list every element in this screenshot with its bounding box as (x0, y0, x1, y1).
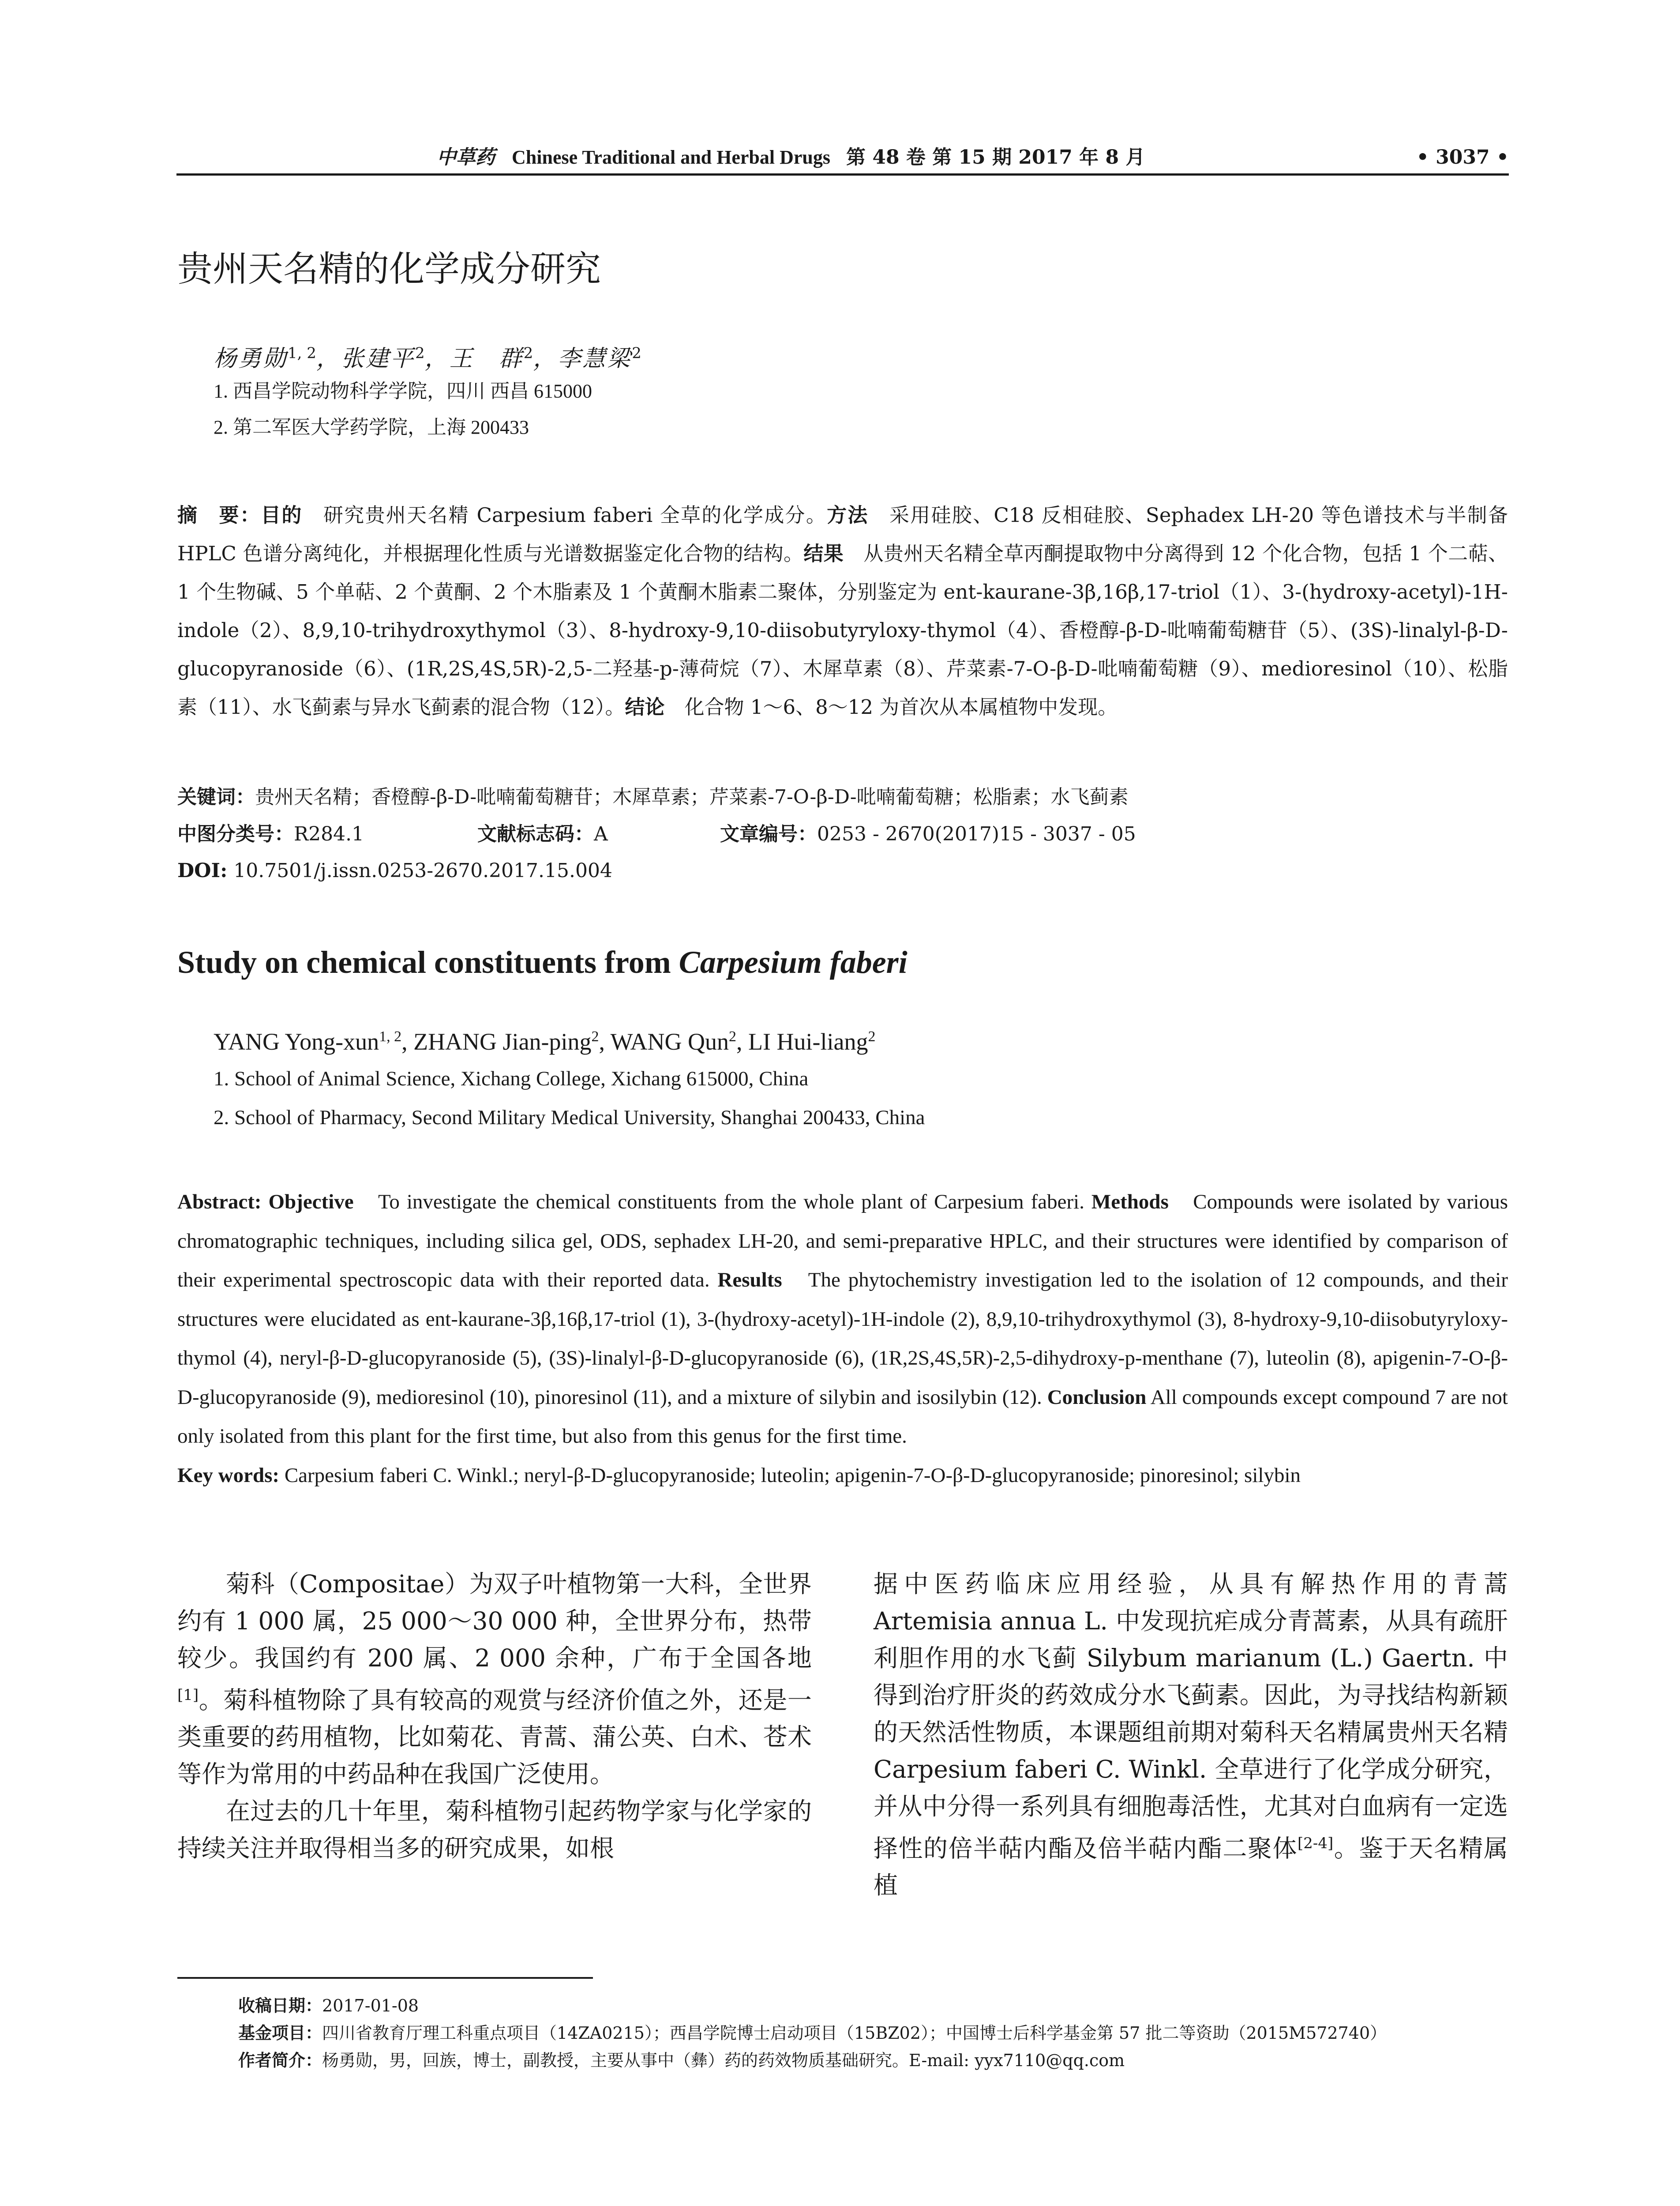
abstract-en-label: Abstract: Objective (177, 1190, 354, 1213)
issue-info: 第 48 卷 第 15 期 2017 年 8 月 (846, 146, 1145, 169)
journal-info (437, 142, 1145, 173)
doi-label: DOI: (177, 859, 228, 882)
citation-ref: [1] (177, 1686, 199, 1704)
method-text: 采用硅胶、C18 反相硅胶、Sephadex LH-20 等色谱技术与半制备 HPLC 色谱分离纯化，并根据理化性质与光谱数据鉴定化合物的结构。 (177, 503, 1508, 565)
title-en (177, 944, 908, 981)
methods-en: Compounds were isolated by various chromatographic techniques, including silica gel, ODS, sephadex LH-20, and semi-preparative HPLC, and their structures were identified by comparison of their experimental spectroscopic data with their reported data. (177, 1190, 1508, 1291)
conclusion-label: 结论 (625, 695, 665, 719)
keywords-cn (177, 782, 1129, 813)
page-number: • 3037 • (1416, 146, 1509, 169)
doc-code-label: 文献标志码： (477, 823, 594, 845)
body-text: 。鉴于天名精属植 (874, 1834, 1508, 1900)
affiliation-en-2: 2. School of Pharmacy, Second Military Medical University, Shanghai 200433, China (214, 1106, 925, 1129)
body-text: 菊科（Compositae）为双子叶植物第一大科，全世界约有 1 000 属，25 000～30 000 种，全世界分布，热带较少。我国约有 200 属、2 000 余种，广布于全国各地 (177, 1570, 812, 1672)
authors-cn: 杨勇勋$^{1, 2}$，张建平$^2$，王 群$^2$，李慧梁$^2$ (214, 344, 641, 372)
affiliation-en-1: 1. School of Animal Science, Xichang College, Xichang 615000, China (214, 1067, 809, 1090)
conclusion-text: 化合物 1～6、8～12 为首次从本属植物中发现。 (664, 695, 1118, 719)
journal-name-en: Chinese Traditional and Herbal Drugs (512, 146, 831, 168)
objective-en: To investigate the chemical constituents from the whole plant of Carpesium faberi. (353, 1190, 1091, 1213)
author-name: 杨勇勋 (214, 345, 288, 372)
body-text: 据中医药临床应用经验，从具有解热作用的青蒿 Artemisia annua L. 中发现抗疟成分青蒿素，从具有疏肝利胆作用的水飞蓟 Silybum marianum (L.) Gaertn. 中得到治疗肝炎的药效成分水飞蓟素。因此，为寻找结构新颖的天然活性物质，本课题组前期对菊科天名精属贵州天名精 Carpesium faberi C. Winkl. 全草进行了化学成分研究，并从中分得一系列具有细胞毒活性，尤其对白血病有一定选择性的倍半萜内酯及倍半萜内酯二聚体 (874, 1570, 1508, 1863)
abstract-label: 摘 要： (177, 503, 261, 527)
author-bio-value: 杨勇勋，男，回族，博士，副教授，主要从事中（彝）药的药效物质基础研究。E-mail: yyx7110@qq.com (322, 2051, 1125, 2070)
authors-en: YANG Yong-xun$^{1, 2}$, ZHANG Jian-ping$^2$, WANG Qun$^2$, LI Hui-liang$^2$ (214, 1028, 876, 1055)
objective-label: 目的 (261, 503, 303, 527)
author-affil-mark: 2 (591, 1028, 599, 1045)
affiliation-cn-2: 2. 第二军医大学药学院，上海 200433 (214, 416, 529, 438)
author-name: 张建平 (341, 345, 415, 372)
journal-name-cn: 中草药 (437, 146, 495, 169)
abstract-en (177, 1182, 1508, 1495)
author-name: ZHANG Jian-ping (413, 1028, 592, 1055)
body-text: 。菊科植物除了具有较高的观赏与经济价值之外，还是一类重要的药用植物，比如菊花、青蒿、蒲公英、白术、苍术等作为常用的中药品种在我国广泛使用。 (177, 1686, 812, 1789)
abstract-cn (177, 496, 1508, 726)
author-name: LI Hui-liang (748, 1028, 868, 1055)
footnote-divider (177, 1977, 593, 1979)
fund-value: 四川省教育厅理工科重点项目（14ZA0215）；西昌学院博士启动项目（15BZ02）；中国博士后科学基金第 57 批二等资助（2015M572740） (322, 2023, 1387, 2043)
title-en-plain: Study on chemical constituents from (177, 945, 679, 980)
methods-en-label: Methods (1091, 1190, 1169, 1213)
author-name: WANG Qun (610, 1028, 729, 1055)
citation-ref: [2-4] (1298, 1835, 1334, 1852)
author-bio (238, 2047, 1509, 2074)
author-affil-mark: 1, 2 (288, 344, 316, 362)
author-affil-mark: 2 (523, 344, 533, 362)
doc-code-value: A (594, 823, 608, 845)
conclusion-en-label: Conclusion (1047, 1385, 1147, 1409)
keywords-en-label: Key words: (177, 1463, 280, 1487)
body-column-left (177, 1565, 812, 1867)
result-label: 结果 (803, 542, 844, 565)
body-paragraph (874, 1565, 1508, 1904)
author-affil-mark: 1, 2 (379, 1028, 402, 1045)
affiliation-cn-1: 1. 西昌学院动物科学学院，四川 西昌 615000 (214, 380, 592, 402)
results-en: The phytochemistry investigation led to the isolation of 12 compounds, and their structures were elucidated as ent-kaurane-3β,16β,17-triol (1), 3-(hydroxy-acetyl)-1H-indole (2), 8,9,10-trihydroxythymol (3), 8-hydroxy-9,10-diisobutyryloxy-thymol (4), neryl-β-D-glucopyranoside (5), (3S)-linalyl-β-D-glucopyranoside (6), (1R,2S,4S,5R)-2,5-dihydroxy-p-menthane (7), luteolin (8), apigenin-7-O-β-D-glucopyranoside (9), medioresinol (10), pinoresinol (11), and a mixture of silybin and isosilybin (12). (177, 1268, 1508, 1409)
author-affil-mark: 2 (868, 1028, 876, 1045)
objective-text: 研究贵州天名精 Carpesium faberi 全草的化学成分。 (302, 503, 827, 527)
author-name: 李慧梁 (558, 345, 632, 372)
received-value: 2017-01-08 (322, 1996, 419, 2015)
author-affil-mark: 2 (415, 344, 425, 362)
author-affil-mark: 2 (632, 344, 641, 362)
title-cn: 贵州天名精的化学成分研究 (177, 248, 601, 289)
doi-value: 10.7501/j.issn.0253-2670.2017.15.004 (227, 859, 612, 882)
body-paragraph (177, 1565, 812, 1793)
keywords-label: 关键词： (177, 786, 255, 808)
method-label: 方法 (827, 503, 869, 527)
received-label: 收稿日期： (238, 1996, 322, 2015)
received-date (238, 1992, 1509, 2019)
clc-value: R284.1 (294, 823, 364, 845)
doi-line (177, 855, 612, 886)
result-text: 从贵州天名精全草丙酮提取物中分离得到 12 个化合物，包括 1 个二萜、1 个生物碱、5 个单萜、2 个黄酮、2 个木脂素及 1 个黄酮木脂素二聚体，分别鉴定为 ent-kaurane-3β,16β,17-triol（1）、3-(hydroxy-acetyl)-1H-indole（2）、8,9,10-trihydroxythymol（3）、8-hydroxy-9,10-diisobutyryloxy-thymol（4）、香橙醇-β-D-吡喃葡萄糖苷（5）、(3S)-linalyl-β-D-glucopyranoside（6）、(1R,2S,4S,5R)-2,5-二羟基-p-薄荷烷（7）、木犀草素（8）、芹菜素-7-O-β-D-吡喃葡萄糖（9）、medioresinol（10）、松脂素（11）、水飞蓟素与异水飞蓟素的混合物（12）。 (177, 542, 1508, 719)
keywords-text: 贵州天名精；香橙醇-β-D-吡喃葡萄糖苷；木犀草素；芹菜素-7-O-β-D-吡喃葡萄糖；松脂素；水飞蓟素 (255, 786, 1129, 808)
body-column-right (874, 1565, 1508, 1904)
body-paragraph: 在过去的几十年里，菊科植物引起药物学家与化学家的持续关注并取得相当多的研究成果，如根 (177, 1797, 812, 1863)
keywords-en: Carpesium faberi C. Winkl.; neryl-β-D-glucopyranoside; luteolin; apigenin-7-O-β-D-glucopyranoside; pinoresinol; silybin (279, 1463, 1301, 1487)
article-no-label: 文章编号： (720, 823, 817, 845)
author-name: 王 群 (449, 345, 524, 372)
author-bio-label: 作者简介： (238, 2051, 322, 2070)
results-en-label: Results (717, 1268, 782, 1291)
footnotes (238, 1992, 1509, 2074)
title-en-italic: Carpesium faberi (679, 945, 908, 980)
fund-label: 基金项目： (238, 2023, 322, 2043)
article-no-value: 0253 - 2670(2017)15 - 3037 - 05 (817, 823, 1136, 845)
author-affil-mark: 2 (729, 1028, 737, 1045)
author-name: YANG Yong-xun (214, 1028, 379, 1055)
clc-label: 中图分类号： (177, 823, 294, 845)
running-header (176, 142, 1509, 176)
conclusion-en: All compounds except compound 7 are not only isolated from this plant for the first time, but also from this genus for the first time. (177, 1385, 1508, 1448)
funding (238, 2019, 1509, 2047)
